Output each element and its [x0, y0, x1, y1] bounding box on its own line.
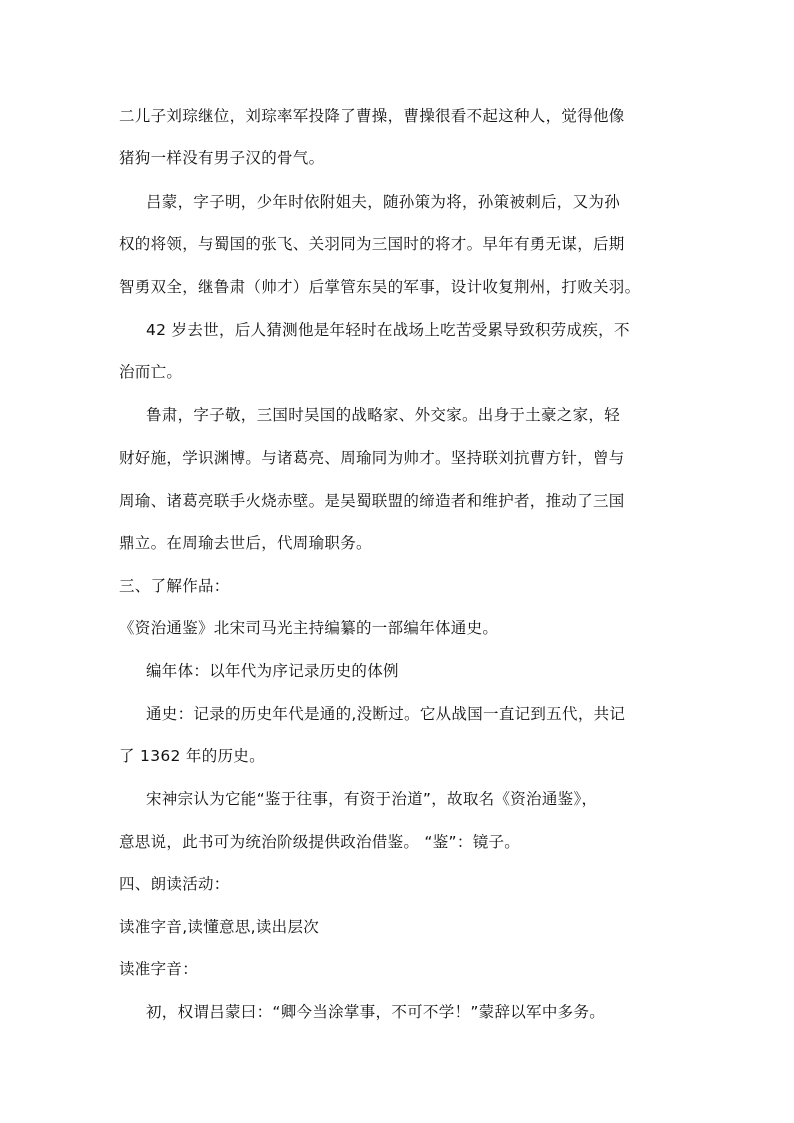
- text-line: 权的将领，与蜀国的张飞、关羽同为三国时的将才。早年有勇无谋，后期: [119, 235, 625, 253]
- text-line: 智勇双全，继鲁肃（帅才）后掌管东吴的军事，设计收复荆州，打败关羽。: [119, 278, 641, 296]
- text-line: 二儿子刘琮继位，刘琮率军投降了曹操，曹操很看不起这种人，觉得他像: [119, 107, 625, 125]
- text-line: 猪狗一样没有男子汉的骨气。: [119, 149, 325, 167]
- text-line: 通史：记录的历史年代是通的,没断过。它从战国一直记到五代，共记: [146, 705, 626, 723]
- text-line: 意思说，此书可为统治阶级提供政治借鉴。 “鉴”：镜子。: [119, 833, 521, 851]
- text-line: 42 岁去世，后人猜测他是年轻时在战场上吃苦受累导致积劳成疾，不: [146, 321, 630, 339]
- text-line: 鲁肃，字子敬，三国时吴国的战略家、外交家。出身于土豪之家，轻: [146, 406, 621, 424]
- section-heading: 四、朗读活动：: [119, 875, 230, 893]
- text-line: 宋神宗认为它能“鉴于往事，有资于治道”，故取名《资治通鉴》，: [146, 790, 598, 808]
- text-line: 《资治通鉴》北宋司马光主持编纂的一部编年体通史。: [119, 619, 499, 637]
- text-line: 治而亡。: [119, 363, 183, 381]
- text-line: 鼎立。在周瑜去世后，代周瑜职务。: [119, 534, 372, 552]
- text-line: 读准字音：: [119, 960, 199, 978]
- section-heading: 三、了解作品：: [119, 577, 230, 595]
- text-line: 财好施，学识渊博。与诸葛亮、周瑜同为帅才。坚持联刘抗曹方针，曾与: [119, 449, 625, 467]
- text-line: 周瑜、诸葛亮联手火烧赤壁。是吴蜀联盟的缔造者和维护者，推动了三国: [119, 492, 625, 510]
- text-line: 了 1362 年的历史。: [119, 747, 265, 765]
- text-line: 初，权谓吕蒙曰：“卿今当涂掌事，不可不学！”蒙辞以军中多务。: [146, 1003, 606, 1021]
- text-line: 编年体：以年代为序记录历史的体例: [146, 662, 399, 680]
- text-line: 吕蒙，字子明，少年时依附姐夫，随孙策为将，孙策被刺后，又为孙: [146, 193, 621, 211]
- text-line: 读准字音,读懂意思,读出层次: [119, 918, 320, 936]
